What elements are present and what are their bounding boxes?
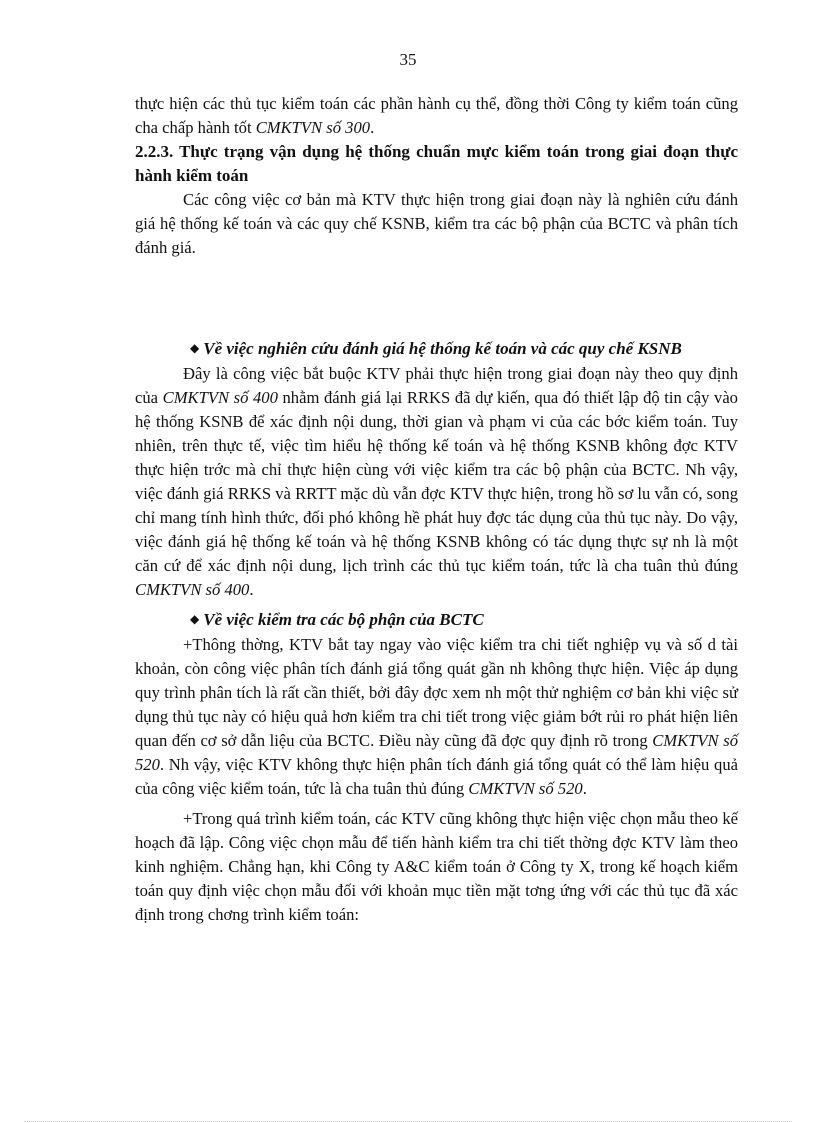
page-number: 35 xyxy=(399,50,417,69)
subheading-accounting-system xyxy=(190,337,738,362)
paragraph-accounting-system xyxy=(135,362,738,602)
subheading-bctc xyxy=(190,608,738,633)
citation: CMKTVN số 400 xyxy=(162,388,278,407)
text: . xyxy=(249,580,254,599)
subheading-text: Về việc kiểm tra các bộ phận của BCTC xyxy=(203,610,484,629)
page-bottom-divider xyxy=(24,1121,792,1122)
citation: CMKTVN số 520 xyxy=(468,779,583,798)
text: . xyxy=(370,118,375,137)
spacer xyxy=(135,260,738,337)
paragraph-sampling: +Trong quá trình kiểm toán, các KTV cũng không thực hiện việc chọn mẫu theo kế hoạch đã lập. Công việc chọn mẫu để tiến hành kiểm tra chi tiết thờng đợc KTV làm theo kinh nghiệm. Chẳng hạn, khi Công ty A&C kiểm toán ở Công ty X, trong kế hoạch kiểm toán quy định việc chọn mẫu đối với khoản mục tiền mặt tơng ứng với các thủ tục đã xác định trong chơng trình kiểm toán: xyxy=(135,809,738,924)
text: thực hiện các thủ tục kiểm toán các phần hành cụ thể, đồng thời Công ty kiểm toán cũng cha chấp hành tốt xyxy=(135,94,738,137)
diamond-bullet-icon: ◆ xyxy=(190,341,200,355)
citation: CMKTVN số 300 xyxy=(255,118,371,137)
text: Đây là công việc bắt buộc KTV phải thực hiện trong giai đoạn này theo quy định của xyxy=(135,364,738,407)
page-body xyxy=(135,92,738,927)
text: . Nh vậy, việc KTV không thực hiện phân tích đánh giá tổng quát có thể làm hiệu quả của công việc kiểm toán, tức là cha tuân thủ đúng xyxy=(135,755,738,798)
text: nhằm đánh giá lại RRKS đã dự kiến, qua đó thiết lập độ tin cậy vào hệ thống KSNB để xác định nội dung, thời gian và phạm vi của các bớc kiểm toán. Tuy nhiên, trên thực tế, việc tìm hiểu hệ thống kế toán và hệ thống KSNB không đợc KTV thực hiện trớc mà chỉ thực hiện cùng với việc kiểm tra các bộ phận của BCTC. Nh vậy, việc đánh giá RRKS và RRTT mặc dù vẫn đợc KTV thực hiện, trong hồ sơ lu vẫn có, song chỉ mang tính hình thức, đối phó không hề phát huy đợc tác dụng của thủ tục này. Do vậy, việc đánh giá hệ thống kế toán và hệ thống KSNB không có tác dụng thực sự nh là một căn cứ để xác định nội dung, lịch trình các thủ tục kiểm toán, tức là cha tuân thủ đúng xyxy=(135,388,738,575)
paragraph-continuation xyxy=(135,92,738,140)
text: . xyxy=(582,779,587,798)
section-heading: 2.2.3. Thực trạng vận dụng hệ thống chuẩn mực kiểm toán trong giai đoạn thực hành kiểm toán xyxy=(135,142,738,185)
subheading-text: Về việc nghiên cứu đánh giá hệ thống kế toán và các quy chế KSNB xyxy=(203,339,682,358)
text: +Thông thờng, KTV bắt tay ngay vào việc kiểm tra chi tiết nghiệp vụ và số d tài khoản, còn công việc phân tích đánh giá tổng quát gần nh không thực hiện. Việc áp dụng quy trình phân tích là rất cần thiết, bởi đây đợc xem nh một thử nghiệm cơ bản khi việc sử dụng thủ tục này có hiệu quả hơn kiểm tra chi tiết trong việc giảm bớt rủi ro phát hiện liên quan đến cơ sở dẫn liệu của BCTC. Điều này cũng đã đợc quy định rõ trong xyxy=(135,635,738,750)
citation: CMKTVN số 400 xyxy=(135,580,250,599)
citation: CMKTVN số 520 xyxy=(135,731,738,774)
paragraph-analysis xyxy=(135,633,738,801)
diamond-bullet-icon: ◆ xyxy=(190,612,200,626)
paragraph-intro: Các công việc cơ bản mà KTV thực hiện trong giai đoạn này là nghiên cứu đánh giá hệ thống kế toán và các quy chế KSNB, kiểm tra các bộ phận của BCTC và phân tích đánh giá. xyxy=(135,190,738,257)
